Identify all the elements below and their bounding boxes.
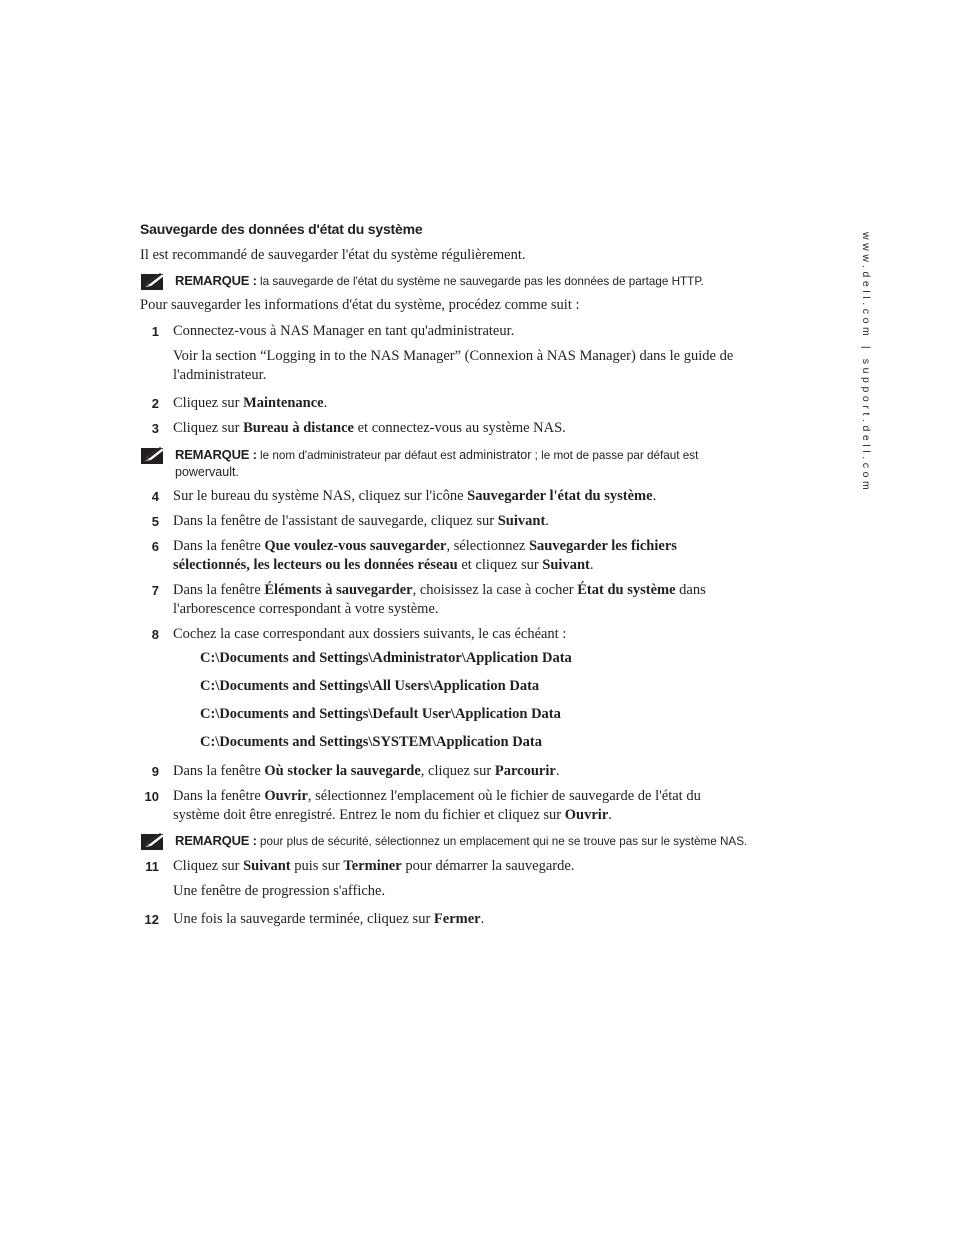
step-text: Dans la fenêtre — [173, 788, 265, 804]
note-label: REMARQUE : — [175, 833, 257, 848]
ui-term: Que voulez-vous sauvegarder — [264, 538, 447, 554]
step-text: . — [589, 557, 594, 573]
note-term: administrator — [459, 448, 532, 462]
step-number: 9 — [151, 764, 159, 779]
step-text: , sélectionnez l'emplacement où le fichier de sauvegarde de l'état du système doit être enregistré. Entrez le nom du fichier et cliquez sur — [173, 788, 701, 823]
step-text: , choisissez la case à cocher — [412, 582, 578, 598]
intro-paragraph: Il est recommandé de sauvegarder l'état du système régulièrement. — [140, 247, 526, 263]
note-label: REMARQUE : — [175, 447, 257, 462]
ui-term: Éléments à sauvegarder — [264, 582, 413, 598]
step-number: 6 — [151, 539, 159, 554]
step-number: 3 — [151, 421, 159, 436]
step-text: . — [608, 807, 612, 823]
ui-term: Fermer — [433, 911, 481, 927]
note-label: REMARQUE : — [175, 273, 257, 288]
note-term: powervault — [175, 465, 236, 479]
step-text: . — [323, 395, 328, 411]
ui-term: Suivant — [497, 513, 546, 529]
step-text: Dans la fenêtre — [173, 582, 265, 598]
note-pencil-icon — [140, 832, 166, 857]
step-text: Dans la fenêtre — [173, 763, 265, 779]
step-text: Cliquez sur — [173, 395, 244, 411]
step-text: et connectez-vous au système NAS. — [354, 420, 566, 436]
step-text: . — [652, 488, 657, 504]
note-text: la sauvegarde de l'état du système ne sauvegarde pas les données de partage HTTP. — [260, 275, 704, 288]
ui-term: Ouvrir — [264, 788, 308, 804]
step-text: Connectez-vous à NAS Manager en tant qu'administrateur. — [173, 323, 515, 339]
step-text: Cochez la case correspondant aux dossiers suivants, le cas échéant : — [173, 626, 567, 642]
note-pencil-icon — [140, 446, 166, 471]
ui-term: État du système — [577, 582, 676, 598]
step-text: Cliquez sur — [173, 858, 244, 874]
ui-term: Sauvegarder l'état du système — [467, 488, 653, 504]
ui-term: Sauvegarder les fichiers sélectionnés, les lecteurs ou les données réseau — [173, 538, 677, 573]
ui-term: Bureau à distance — [243, 420, 354, 436]
step-text: . — [545, 513, 549, 529]
step-text: , cliquez sur — [420, 763, 495, 779]
step-text: . — [555, 763, 560, 779]
ui-term: Suivant — [243, 858, 291, 874]
note-pencil-icon — [140, 272, 166, 297]
note-text: pour plus de sécurité, sélectionnez un emplacement qui ne se trouve pas sur le système NAS. — [260, 835, 748, 848]
step-text: dans l'arborescence correspondant à votre système. — [173, 582, 706, 617]
ui-term: Où stocker la sauvegarde — [264, 763, 421, 779]
section-heading: Sauvegarde des données d'état du système — [140, 221, 423, 237]
folder-path: C:\Documents and Settings\All Users\Application Data — [200, 678, 540, 694]
step-text: puis sur — [290, 858, 344, 874]
step-text: , sélectionnez — [446, 538, 529, 554]
folder-path: C:\Documents and Settings\SYSTEM\Application Data — [200, 734, 542, 750]
step-text: Dans la fenêtre — [173, 538, 265, 554]
procedure-intro: Pour sauvegarder les informations d'état du système, procédez comme suit : — [140, 297, 580, 313]
step-number: 1 — [151, 324, 159, 339]
folder-path: C:\Documents and Settings\Administrator\Application Data — [200, 650, 572, 666]
step-text: et cliquez sur — [457, 557, 543, 573]
step-text: Sur le bureau du système NAS, cliquez sur l'icône — [173, 488, 468, 504]
ui-term: Terminer — [343, 858, 402, 874]
step-number: 5 — [151, 514, 159, 529]
step-1-detail: Voir la section “Logging in to the NAS Manager” (Connexion à NAS Manager) dans le guide de l'administrateur. — [173, 348, 734, 383]
note-text: ; le mot de passe par défaut est — [531, 449, 699, 462]
folder-path: C:\Documents and Settings\Default User\Application Data — [200, 706, 561, 722]
ui-term: Ouvrir — [564, 807, 609, 823]
step-number: 8 — [151, 627, 159, 642]
step-number: 7 — [151, 583, 159, 598]
step-number: 12 — [144, 912, 159, 927]
step-number: 11 — [145, 859, 159, 874]
step-text: pour démarrer la sauvegarde. — [401, 858, 575, 874]
step-11-detail: Une fenêtre de progression s'affiche. — [173, 883, 386, 899]
step-text: Une fois la sauvegarde terminée, cliquez sur — [173, 911, 434, 927]
ui-term: Parcourir — [494, 763, 556, 779]
ui-term: Maintenance — [243, 395, 324, 411]
note-text: le nom d'administrateur par défaut est — [260, 449, 460, 462]
step-number: 4 — [151, 489, 159, 504]
step-text: Cliquez sur — [173, 420, 244, 436]
note-text: . — [235, 466, 239, 479]
step-text: Dans la fenêtre de l'assistant de sauvegarde, cliquez sur — [173, 513, 498, 529]
step-number: 10 — [144, 789, 159, 804]
sidebar-url: www.dell.com | support.dell.com — [860, 232, 872, 494]
step-number: 2 — [151, 396, 159, 411]
ui-term: Suivant — [542, 557, 590, 573]
step-text: . — [480, 911, 485, 927]
